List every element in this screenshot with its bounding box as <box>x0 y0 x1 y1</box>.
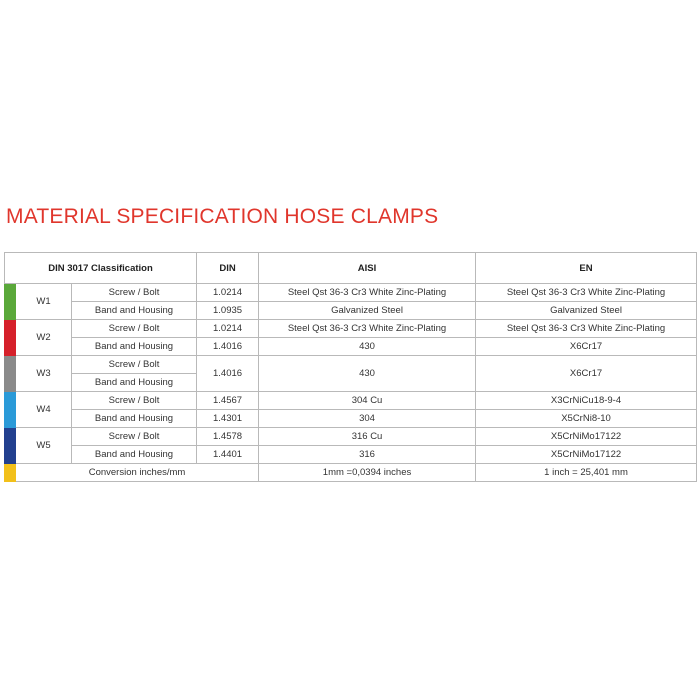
part-cell: Screw / Bolt <box>72 284 197 302</box>
aisi-cell: 304 <box>259 410 476 428</box>
aisi-cell: Steel Qst 36-3 Cr3 White Zinc-Plating <box>259 284 476 302</box>
part-cell: Band and Housing <box>72 374 197 392</box>
din-cell: 1.0214 <box>197 284 259 302</box>
aisi-cell: 304 Cu <box>259 392 476 410</box>
en-cell: X3CrNiCu18-9-4 <box>476 392 697 410</box>
part-cell: Band and Housing <box>72 446 197 464</box>
en-cell: Steel Qst 36-3 Cr3 White Zinc-Plating <box>476 284 697 302</box>
part-cell: Screw / Bolt <box>72 392 197 410</box>
din-cell: 1.4016 <box>197 338 259 356</box>
page-title: MATERIAL SPECIFICATION HOSE CLAMPS <box>6 205 439 228</box>
part-cell: Screw / Bolt <box>72 356 197 374</box>
conversion-aisi: 1mm =0,0394 inches <box>259 464 476 482</box>
table-header-row <box>5 253 697 284</box>
aisi-cell: Galvanized Steel <box>259 302 476 320</box>
header-en: EN <box>476 253 697 284</box>
header-aisi: AISI <box>259 253 476 284</box>
en-cell: X5CrNiMo17122 <box>476 428 697 446</box>
din-cell: 1.4016 <box>197 356 259 392</box>
part-cell: Band and Housing <box>72 410 197 428</box>
part-cell: Screw / Bolt <box>72 428 197 446</box>
en-cell: X5CrNiMo17122 <box>476 446 697 464</box>
table-row <box>5 356 697 374</box>
din-cell: 1.4578 <box>197 428 259 446</box>
en-cell: Steel Qst 36-3 Cr3 White Zinc-Plating <box>476 320 697 338</box>
header-din: DIN <box>197 253 259 284</box>
group-label-w5: W5 <box>16 428 72 464</box>
aisi-cell: Steel Qst 36-3 Cr3 White Zinc-Plating <box>259 320 476 338</box>
din-cell: 1.4567 <box>197 392 259 410</box>
conversion-row <box>5 464 697 482</box>
en-cell: X5CrNi8-10 <box>476 410 697 428</box>
material-spec-table <box>4 252 697 482</box>
en-cell: X6Cr17 <box>476 356 697 392</box>
table-row <box>5 320 697 338</box>
group-label-w3: W3 <box>16 356 72 392</box>
part-cell: Band and Housing <box>72 338 197 356</box>
header-classification: DIN 3017 Classification <box>5 253 197 284</box>
part-cell: Screw / Bolt <box>72 320 197 338</box>
aisi-cell: 316 Cu <box>259 428 476 446</box>
table-row <box>5 428 697 446</box>
color-strip-w2 <box>5 320 16 356</box>
color-strip-w3 <box>5 356 16 392</box>
din-cell: 1.0935 <box>197 302 259 320</box>
color-strip-w1 <box>5 284 16 320</box>
en-cell: Galvanized Steel <box>476 302 697 320</box>
color-strip-w4 <box>5 392 16 428</box>
color-strip-w5 <box>5 428 16 464</box>
table-row <box>5 446 697 464</box>
table-row <box>5 338 697 356</box>
group-label-w2: W2 <box>16 320 72 356</box>
en-cell: X6Cr17 <box>476 338 697 356</box>
din-cell: 1.4401 <box>197 446 259 464</box>
din-cell: 1.0214 <box>197 320 259 338</box>
table-row <box>5 302 697 320</box>
conversion-en: 1 inch = 25,401 mm <box>476 464 697 482</box>
aisi-cell: 430 <box>259 356 476 392</box>
group-label-w4: W4 <box>16 392 72 428</box>
din-cell: 1.4301 <box>197 410 259 428</box>
table-row <box>5 284 697 302</box>
aisi-cell: 316 <box>259 446 476 464</box>
conversion-label: Conversion inches/mm <box>16 464 259 482</box>
part-cell: Band and Housing <box>72 302 197 320</box>
aisi-cell: 430 <box>259 338 476 356</box>
table-row <box>5 392 697 410</box>
color-strip-conversion <box>5 464 16 482</box>
group-label-w1: W1 <box>16 284 72 320</box>
table-row <box>5 410 697 428</box>
